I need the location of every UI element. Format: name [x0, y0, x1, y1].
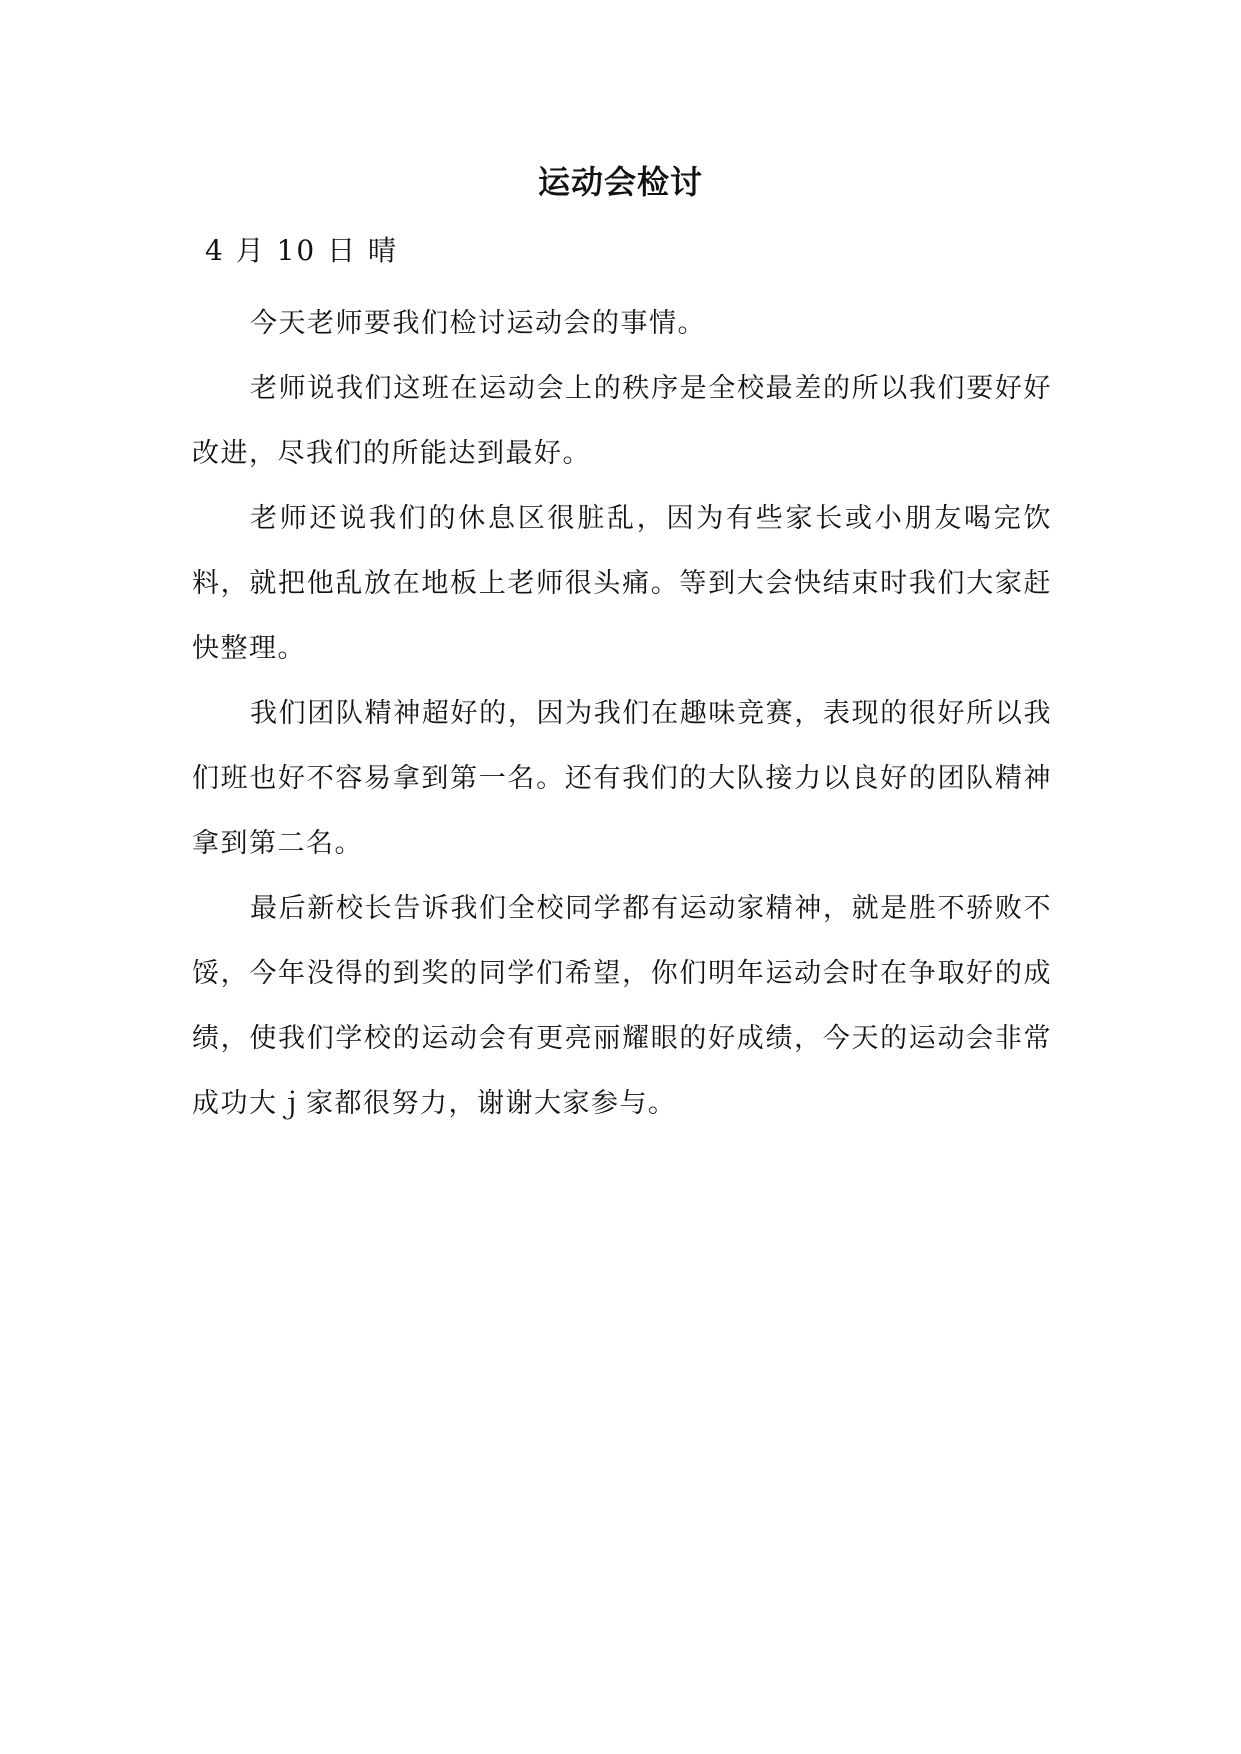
paragraph: 今天老师要我们检讨运动会的事情。 [250, 308, 706, 339]
paragraph: 老师还说我们的休息区很脏乱，因为有些家长或小朋友喝完饮料，就把他乱放在地板上老师很头痛。等到大会快结束时我们大家赶快整理。 [192, 503, 1052, 664]
date-weather-line: 4 月 10 日 晴 [205, 234, 399, 267]
document-body [192, 291, 1052, 1136]
paragraph: 老师说我们这班在运动会上的秩序是全校最差的所以我们要好好改进，尽我们的所能达到最好。 [192, 373, 1052, 469]
document-title: 运动会检讨 [537, 163, 703, 201]
paragraph: 最后新校长告诉我们全校同学都有运动家精神，就是胜不骄败不馁，今年没得的到奖的同学们希望，你们明年运动会时在争取好的成绩，使我们学校的运动会有更亮丽耀眼的好成绩，今天的运动会非常成功大ｊ家都很努力，谢谢大家参与。 [192, 893, 1052, 1119]
paragraph: 我们团队精神超好的，因为我们在趣味竞赛，表现的很好所以我们班也好不容易拿到第一名。还有我们的大队接力以良好的团队精神拿到第二名。 [192, 698, 1052, 859]
